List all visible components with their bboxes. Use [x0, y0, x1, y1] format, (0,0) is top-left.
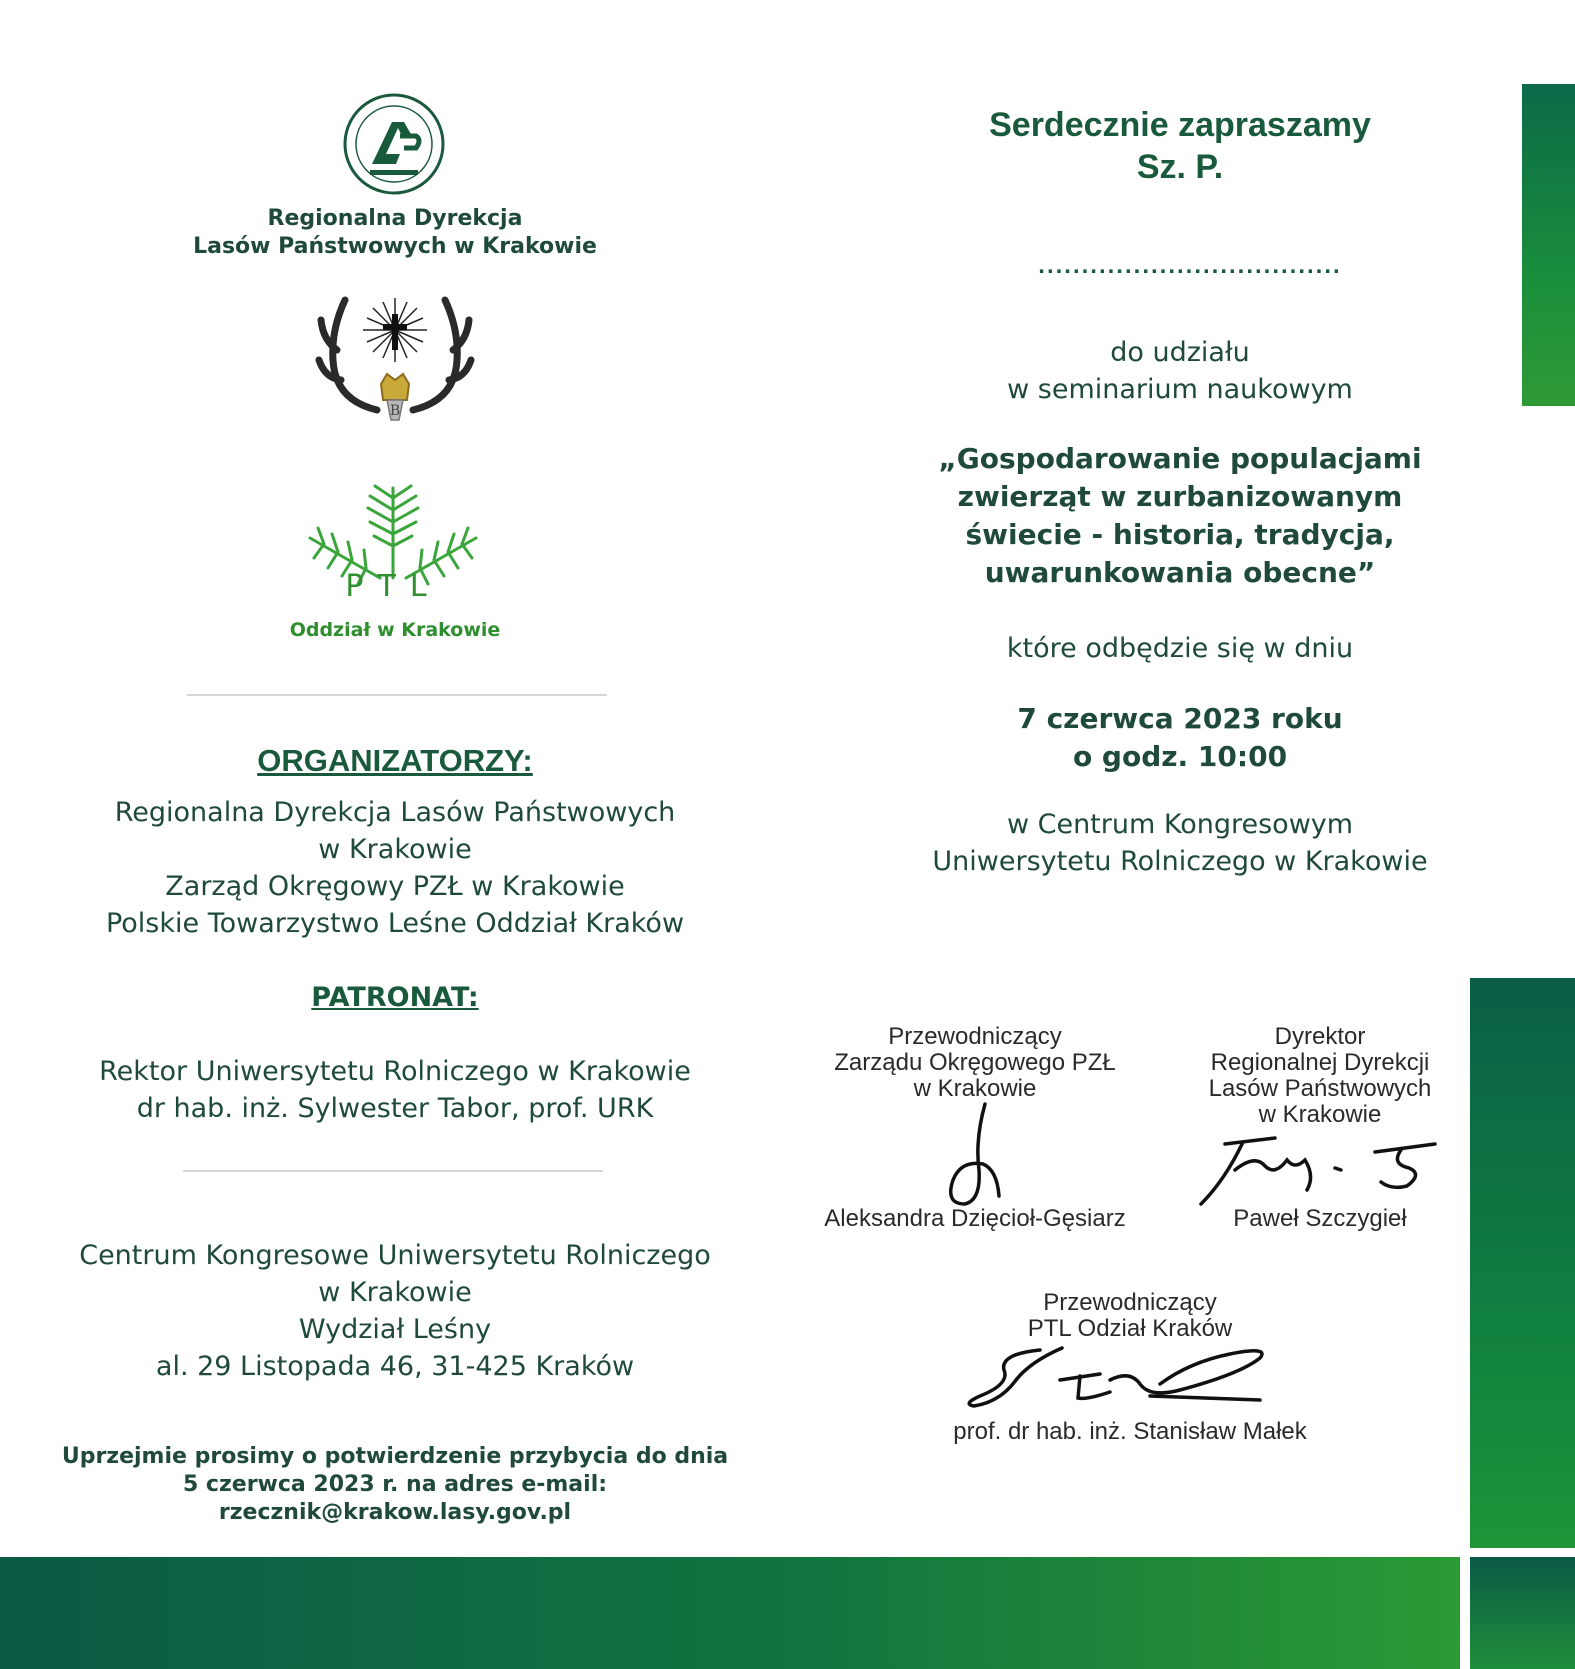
venue-line: Wydział Leśny — [298, 1314, 492, 1345]
seminar-title-line: „Gospodarowanie populacjami — [938, 442, 1422, 475]
event-place-line1: w Centrum Kongresowym — [1006, 809, 1354, 840]
organizer-line: Regionalna Dyrekcja Lasów Państwowych — [114, 797, 676, 828]
signature-block-pzl-title — [800, 1024, 1150, 1102]
patronage-heading: PATRONAT: — [311, 982, 479, 1013]
signature-title-line: Zarządu Okręgowego PZŁ — [834, 1049, 1116, 1076]
decorative-bar-mid-right — [1470, 978, 1575, 1548]
event-date-time — [880, 700, 1480, 776]
signature-title-line: Dyrektor — [1274, 1023, 1366, 1050]
divider-top — [187, 694, 607, 696]
organizers-list — [20, 794, 770, 942]
decorative-bar-bottom — [0, 1557, 1460, 1669]
participation-text — [880, 334, 1480, 408]
svg-text:B: B — [389, 403, 401, 419]
signature-ptl-name: prof. dr hab. inż. Stanisław Małek — [953, 1418, 1307, 1445]
venue-line: Centrum Kongresowe Uniwersytetu Rolniczego — [79, 1240, 711, 1271]
seminar-title — [880, 440, 1480, 592]
invitation-line2: Sz. P. — [1136, 148, 1224, 186]
signature-title-line: Regionalnej Dyrekcji — [1210, 1049, 1430, 1076]
organizer-line: w Krakowie — [318, 834, 472, 865]
antlers-cross-emblem-icon — [315, 290, 475, 450]
divider-bottom — [183, 1170, 603, 1172]
event-place — [880, 806, 1480, 880]
rsvp-line2: 5 czerwca 2023 r. na adres e-mail: rzecznik@krakow.lasy.gov.pl — [182, 1472, 608, 1525]
signature-pzl-name: Aleksandra Dzięcioł-Gęsiarz — [824, 1205, 1126, 1232]
participation-line1: do udziału — [1110, 337, 1250, 368]
org-name-line2: Lasów Państwowych w Krakowie — [193, 234, 597, 259]
signature-block-ptl-title — [960, 1290, 1300, 1342]
event-place-line2: Uniwersytetu Rolniczego w Krakowie — [932, 846, 1428, 877]
ptl-branch-label: Oddział w Krakowie — [289, 619, 501, 641]
signature-title-line: PTL Odział Kraków — [1027, 1315, 1233, 1342]
signature-title-line: Przewodniczący — [1043, 1289, 1217, 1316]
rsvp-note — [20, 1443, 770, 1527]
recipient-dotted-line: ................................... — [1038, 252, 1342, 279]
organizer-line: Zarząd Okręgowy PZŁ w Krakowie — [165, 871, 625, 902]
patronage-list — [20, 1053, 770, 1127]
signature-ptl-handwriting — [960, 1340, 1280, 1410]
rsvp-line1: Uprzejmie prosimy o potwierdzenie przybycia do dnia — [61, 1444, 729, 1469]
decorative-bar-bottom-corner — [1470, 1557, 1575, 1669]
patronage-line: Rektor Uniwersytetu Rolniczego w Krakowie — [99, 1056, 691, 1087]
signature-block-rdlp-title — [1180, 1024, 1460, 1128]
event-time: o godz. 10:00 — [1072, 740, 1288, 773]
invitation-heading — [890, 104, 1470, 188]
ptl-fir-branch-logo-icon — [300, 478, 486, 618]
organizers-heading: ORGANIZATORZY: — [257, 743, 533, 778]
org-name — [20, 205, 770, 261]
patronage-line: dr hab. inż. Sylwester Tabor, prof. URK — [136, 1093, 654, 1124]
signature-rdlp-name: Paweł Szczygieł — [1233, 1205, 1407, 1232]
invitation-line1: Serdecznie zapraszamy — [989, 106, 1371, 144]
signature-title-line: Lasów Państwowych — [1208, 1075, 1432, 1102]
venue-address — [20, 1237, 770, 1385]
date-intro: które odbędzie się w dniu — [1006, 633, 1354, 664]
signature-pzl-handwriting — [935, 1100, 1015, 1210]
signature-title-line: Przewodniczący — [888, 1023, 1062, 1050]
participation-line2: w seminarium naukowym — [1007, 374, 1353, 405]
event-date: 7 czerwca 2023 roku — [1017, 702, 1343, 735]
seminar-title-line: uwarunkowania obecne” — [984, 556, 1376, 589]
signature-rdlp-handwriting — [1195, 1130, 1445, 1210]
venue-line: al. 29 Listopada 46, 31-425 Kraków — [155, 1351, 635, 1382]
signature-title-line: w Krakowie — [913, 1075, 1037, 1102]
decorative-bar-top-right — [1522, 84, 1575, 406]
venue-line: w Krakowie — [318, 1277, 472, 1308]
org-name-line1: Regionalna Dyrekcja — [267, 206, 523, 231]
ptl-logo-text: PTL — [345, 569, 441, 604]
signature-title-line: w Krakowie — [1258, 1101, 1382, 1128]
lasy-panstwowe-logo-icon — [342, 92, 446, 196]
seminar-title-line: świecie - historia, tradycja, — [965, 518, 1395, 551]
organizer-line: Polskie Towarzystwo Leśne Oddział Kraków — [105, 908, 685, 939]
seminar-title-line: zwierząt w zurbanizowanym — [957, 480, 1403, 513]
